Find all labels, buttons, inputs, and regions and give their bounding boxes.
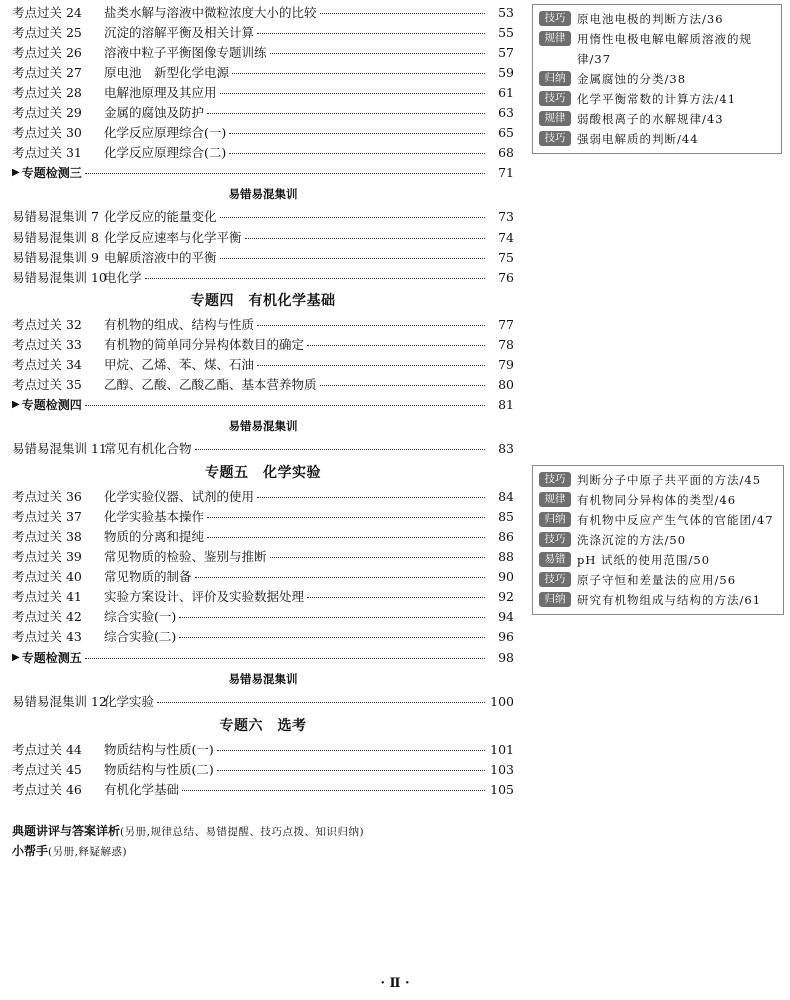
toc-entry bbox=[12, 586, 514, 606]
toc-entry-title: 溶液中粒子平衡图像专题训练 bbox=[104, 45, 267, 60]
toc-entry-prefix: 考点过关 27 bbox=[12, 65, 82, 80]
tip-badge: 技巧 bbox=[539, 131, 571, 146]
tip-badge: 技巧 bbox=[539, 532, 571, 547]
toc-entry-title: 专题检测四 bbox=[21, 397, 82, 412]
toc-entry-page: 103 bbox=[490, 761, 514, 777]
tip-text: 判断分子中原子共平面的方法/45 bbox=[577, 473, 762, 487]
tip-text: 强弱电解质的判断/44 bbox=[577, 132, 699, 146]
toc-entry-title: 综合实验(一) bbox=[104, 609, 177, 624]
toc-entry-prefix: 考点过关 44 bbox=[12, 742, 82, 757]
toc-entry-prefix: 考点过关 34 bbox=[12, 357, 82, 372]
tip-item bbox=[539, 590, 777, 610]
tip-item bbox=[539, 129, 775, 149]
toc-entry-prefix: 考点过关 32 bbox=[12, 317, 82, 332]
toc-entry-title: 物质结构与性质(二) bbox=[104, 762, 214, 777]
tip-text: 有机物中反应产生气体的官能团/47 bbox=[577, 513, 774, 527]
toc-entry-title: 有机物的简单同分异构体数目的确定 bbox=[104, 337, 305, 352]
toc-entry-title: 金属的腐蚀及防护 bbox=[104, 105, 205, 120]
tip-badge: 规律 bbox=[539, 31, 571, 46]
toc-entry-prefix: 考点过关 26 bbox=[12, 45, 82, 60]
triangle-marker-icon: ▶ bbox=[12, 651, 20, 663]
tip-text: 原子守恒和差量法的应用/56 bbox=[577, 573, 737, 587]
toc-entry-title: 有机物的组成、结构与性质 bbox=[104, 317, 255, 332]
toc-entry-page: 86 bbox=[498, 528, 514, 544]
dot-leader bbox=[220, 217, 485, 218]
toc-entry-title: 电解质溶液中的平衡 bbox=[104, 250, 217, 265]
dot-leader bbox=[217, 770, 485, 771]
toc-entry-title: 化学反应的能量变化 bbox=[104, 209, 217, 224]
tip-item bbox=[539, 109, 775, 129]
triangle-marker-icon: ▶ bbox=[12, 398, 20, 410]
dot-leader bbox=[270, 53, 485, 54]
tip-text: 原电池电极的判断方法/36 bbox=[577, 12, 724, 26]
toc-entry-prefix: 易错易混集训 9 bbox=[12, 250, 99, 265]
dot-leader bbox=[85, 405, 485, 406]
dot-leader bbox=[220, 93, 485, 94]
toc-entry-title: 物质的分离和提纯 bbox=[104, 529, 205, 544]
subsection-heading: 易错易混集训 bbox=[228, 419, 298, 433]
dot-leader bbox=[307, 597, 485, 598]
toc-entry-title: 化学实验仪器、试剂的使用 bbox=[104, 489, 255, 504]
tip-badge: 归纳 bbox=[539, 512, 571, 527]
triangle-marker-icon: ▶ bbox=[12, 166, 20, 178]
toc-entry-title: 盐类水解与溶液中微粒浓度大小的比较 bbox=[104, 5, 317, 20]
tip-item bbox=[539, 470, 777, 490]
tip-badge: 归纳 bbox=[539, 592, 571, 607]
toc-entry bbox=[12, 739, 514, 759]
toc-entry-page: 65 bbox=[498, 124, 514, 140]
toc-test-entry bbox=[12, 647, 514, 667]
toc-entry-page: 85 bbox=[498, 508, 514, 524]
toc-entry bbox=[12, 22, 514, 42]
tip-badge: 易错 bbox=[539, 552, 571, 567]
toc-entry-prefix: 考点过关 24 bbox=[12, 5, 82, 20]
toc-entry bbox=[12, 606, 514, 626]
tip-text: 用惰性电极电解电解质溶液的规律/37 bbox=[577, 32, 752, 66]
toc-entry-page: 101 bbox=[490, 741, 514, 757]
toc-entry-prefix: 考点过关 33 bbox=[12, 337, 82, 352]
toc-entry-title: 化学实验 bbox=[104, 694, 155, 709]
dot-leader bbox=[220, 258, 485, 259]
answer-booklet-desc: (另册,规律总结、易错提醒、技巧点拨、知识归纳) bbox=[120, 826, 365, 838]
toc-entry-page: 77 bbox=[498, 316, 514, 332]
toc-entry-prefix: 考点过关 38 bbox=[12, 529, 82, 544]
toc-entry bbox=[12, 334, 514, 354]
tip-item bbox=[539, 9, 775, 29]
tip-item bbox=[539, 530, 777, 550]
toc-entry bbox=[12, 267, 514, 287]
dot-leader bbox=[85, 173, 485, 174]
tip-text: 有机物同分异构体的类型/46 bbox=[577, 493, 737, 507]
toc-entry bbox=[12, 691, 514, 711]
toc-entry-prefix: 考点过关 31 bbox=[12, 145, 82, 160]
toc-entry-page: 61 bbox=[498, 84, 514, 100]
toc-entry bbox=[12, 354, 514, 374]
tip-badge: 归纳 bbox=[539, 71, 571, 86]
tip-item bbox=[539, 570, 777, 590]
toc-entry-prefix: 考点过关 37 bbox=[12, 509, 82, 524]
dot-leader bbox=[217, 750, 485, 751]
toc-entry-title: 化学实验基本操作 bbox=[104, 509, 205, 524]
toc-entry bbox=[12, 506, 514, 526]
toc-entry bbox=[12, 546, 514, 566]
toc-entry bbox=[12, 206, 514, 226]
toc-entry-title: 专题检测五 bbox=[21, 650, 82, 665]
toc-entry bbox=[12, 82, 514, 102]
toc-entry-title: 综合实验(二) bbox=[104, 629, 177, 644]
subsection-heading: 易错易混集训 bbox=[228, 672, 298, 686]
toc-entry-title: 甲烷、乙烯、苯、煤、石油 bbox=[104, 357, 255, 372]
toc-entry-page: 71 bbox=[498, 164, 514, 180]
toc-entry-page: 79 bbox=[498, 356, 514, 372]
dot-leader bbox=[207, 517, 485, 518]
answer-booklet-title: 典题讲评与答案详析 bbox=[12, 824, 121, 838]
dot-leader bbox=[145, 278, 485, 279]
toc-entry-page: 94 bbox=[498, 608, 514, 624]
toc-entry-prefix: 考点过关 29 bbox=[12, 105, 82, 120]
toc-entry-page: 98 bbox=[498, 649, 514, 665]
dot-leader bbox=[257, 325, 485, 326]
toc-entry-title: 电化学 bbox=[104, 270, 142, 285]
toc-entry-title: 常见有机化合物 bbox=[104, 441, 192, 456]
tip-badge: 技巧 bbox=[539, 11, 571, 26]
tip-text: pH 试纸的使用范围/50 bbox=[577, 553, 711, 567]
dot-leader bbox=[245, 238, 485, 239]
tip-text: 金属腐蚀的分类/38 bbox=[577, 72, 687, 86]
toc-entry bbox=[12, 626, 514, 646]
toc-entry-prefix: 考点过关 41 bbox=[12, 589, 82, 604]
tip-badge: 技巧 bbox=[539, 91, 571, 106]
topic-heading: 专题五 化学实验 bbox=[205, 465, 321, 481]
toc-entry-title: 化学反应速率与化学平衡 bbox=[104, 230, 242, 245]
toc-entry-page: 96 bbox=[498, 628, 514, 644]
dot-leader bbox=[320, 13, 485, 14]
toc-entry-page: 57 bbox=[498, 44, 514, 60]
toc-entry bbox=[12, 438, 514, 458]
tip-badge: 规律 bbox=[539, 492, 571, 507]
toc-entry-page: 88 bbox=[498, 548, 514, 564]
toc-entry bbox=[12, 486, 514, 506]
dot-leader bbox=[270, 557, 485, 558]
toc-entry-prefix: 考点过关 25 bbox=[12, 25, 82, 40]
toc-entry-page: 59 bbox=[498, 64, 514, 80]
toc-entry-page: 73 bbox=[498, 208, 514, 224]
toc-entry-title: 原电池 新型化学电源 bbox=[104, 65, 230, 80]
toc-entry-prefix: 易错易混集训 10 bbox=[12, 270, 107, 285]
toc-entry-title: 物质结构与性质(一) bbox=[104, 742, 214, 757]
toc-entry-page: 53 bbox=[498, 4, 514, 20]
page-number: · Ⅱ · bbox=[380, 976, 410, 991]
dot-leader bbox=[232, 73, 485, 74]
toc-entry-prefix: 考点过关 46 bbox=[12, 782, 82, 797]
tips-box-bottom bbox=[532, 465, 784, 615]
toc-entry bbox=[12, 142, 514, 162]
answer-booklet-note bbox=[12, 822, 364, 839]
toc-entry-page: 76 bbox=[498, 269, 514, 285]
toc-entry-title: 实验方案设计、评价及实验数据处理 bbox=[104, 589, 305, 604]
tip-item bbox=[539, 69, 775, 89]
dot-leader bbox=[179, 637, 485, 638]
toc-entry-title: 常见物质的制备 bbox=[104, 569, 192, 584]
tip-badge: 规律 bbox=[539, 111, 571, 126]
dot-leader bbox=[257, 497, 485, 498]
toc-entry-page: 63 bbox=[498, 104, 514, 120]
toc-entry-prefix: 易错易混集训 8 bbox=[12, 230, 99, 245]
tip-text: 研究有机物组成与结构的方法/61 bbox=[577, 593, 762, 607]
topic-heading: 专题六 选考 bbox=[219, 718, 307, 734]
toc-entry-page: 74 bbox=[498, 229, 514, 245]
dot-leader bbox=[257, 33, 485, 34]
toc-entry-page: 55 bbox=[498, 24, 514, 40]
toc-entry-page: 75 bbox=[498, 249, 514, 265]
toc-entry-prefix: 考点过关 40 bbox=[12, 569, 82, 584]
toc-entry bbox=[12, 566, 514, 586]
toc-entry-page: 78 bbox=[498, 336, 514, 352]
toc-entry bbox=[12, 62, 514, 82]
tip-badge: 技巧 bbox=[539, 472, 571, 487]
dot-leader bbox=[229, 133, 485, 134]
toc-entry-prefix: 考点过关 30 bbox=[12, 125, 82, 140]
dot-leader bbox=[157, 702, 485, 703]
tip-item bbox=[539, 29, 775, 69]
toc-entry-prefix: 考点过关 35 bbox=[12, 377, 82, 392]
toc-entry-title: 电解池原理及其应用 bbox=[104, 85, 217, 100]
toc-entry-page: 68 bbox=[498, 144, 514, 160]
toc-entry-prefix: 考点过关 43 bbox=[12, 629, 82, 644]
tips-box-top bbox=[532, 4, 782, 154]
dot-leader bbox=[85, 658, 485, 659]
toc-entry bbox=[12, 227, 514, 247]
toc-entry bbox=[12, 2, 514, 22]
toc-entry-prefix: 考点过关 45 bbox=[12, 762, 82, 777]
toc-entry-page: 90 bbox=[498, 568, 514, 584]
toc-entry-title: 化学反应原理综合(一) bbox=[104, 125, 227, 140]
toc-entry bbox=[12, 247, 514, 267]
dot-leader bbox=[179, 617, 485, 618]
toc-entry-page: 105 bbox=[490, 781, 514, 797]
toc-entry-title: 化学反应原理综合(二) bbox=[104, 145, 227, 160]
toc-entry-prefix: 考点过关 42 bbox=[12, 609, 82, 624]
toc-entry-title: 常见物质的检验、鉴别与推断 bbox=[104, 549, 267, 564]
toc-entry-title: 有机化学基础 bbox=[104, 782, 180, 797]
dot-leader bbox=[182, 790, 485, 791]
dot-leader bbox=[195, 577, 485, 578]
toc-entry-prefix: 易错易混集训 11 bbox=[12, 441, 107, 456]
tip-item bbox=[539, 510, 777, 530]
toc-entry bbox=[12, 122, 514, 142]
toc-entry bbox=[12, 314, 514, 334]
toc-entry bbox=[12, 374, 514, 394]
toc-entry bbox=[12, 759, 514, 779]
toc-entry-page: 100 bbox=[490, 693, 514, 709]
toc-test-entry bbox=[12, 162, 514, 182]
toc-entry-title: 乙醇、乙酸、乙酸乙酯、基本营养物质 bbox=[104, 377, 317, 392]
tip-item bbox=[539, 550, 777, 570]
toc-entry-title: 沉淀的溶解平衡及相关计算 bbox=[104, 25, 255, 40]
helper-booklet-title: 小帮手 bbox=[12, 844, 49, 858]
tip-text: 弱酸根离子的水解规律/43 bbox=[577, 112, 724, 126]
toc-entry-prefix: 考点过关 36 bbox=[12, 489, 82, 504]
toc-entry-prefix: 考点过关 39 bbox=[12, 549, 82, 564]
tip-text: 洗涤沉淀的方法/50 bbox=[577, 533, 687, 547]
toc-entry bbox=[12, 526, 514, 546]
toc-entry bbox=[12, 102, 514, 122]
tip-item bbox=[539, 89, 775, 109]
toc-entry-prefix: 易错易混集训 7 bbox=[12, 209, 99, 224]
dot-leader bbox=[207, 113, 485, 114]
tip-badge: 技巧 bbox=[539, 572, 571, 587]
toc-entry-title: 专题检测三 bbox=[21, 165, 82, 180]
toc-entry-prefix: 易错易混集训 12 bbox=[12, 694, 107, 709]
dot-leader bbox=[207, 537, 485, 538]
helper-booklet-desc: (另册,释疑解惑) bbox=[48, 846, 128, 858]
dot-leader bbox=[307, 345, 485, 346]
toc-entry-page: 84 bbox=[498, 488, 514, 504]
toc-entry bbox=[12, 42, 514, 62]
toc-entry-page: 92 bbox=[498, 588, 514, 604]
dot-leader bbox=[229, 153, 485, 154]
tip-text: 化学平衡常数的计算方法/41 bbox=[577, 92, 737, 106]
toc-test-entry bbox=[12, 394, 514, 414]
tip-item bbox=[539, 490, 777, 510]
helper-booklet-note bbox=[12, 842, 127, 859]
dot-leader bbox=[257, 365, 485, 366]
topic-heading: 专题四 有机化学基础 bbox=[190, 293, 336, 309]
dot-leader bbox=[195, 449, 485, 450]
subsection-heading: 易错易混集训 bbox=[228, 187, 298, 201]
toc-entry-prefix: 考点过关 28 bbox=[12, 85, 82, 100]
toc-entry-page: 81 bbox=[498, 396, 514, 412]
dot-leader bbox=[320, 385, 485, 386]
toc-entry bbox=[12, 779, 514, 799]
toc-entry-page: 83 bbox=[498, 440, 514, 456]
toc-entry-page: 80 bbox=[498, 376, 514, 392]
